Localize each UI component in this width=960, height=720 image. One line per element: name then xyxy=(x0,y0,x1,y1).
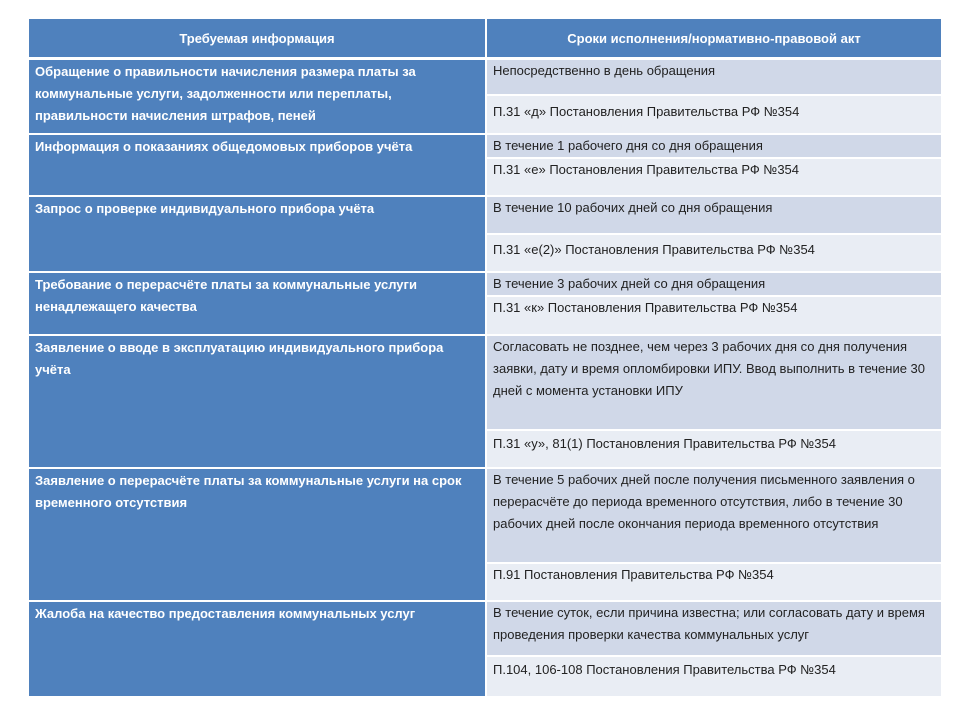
table-row xyxy=(28,134,942,158)
table-row xyxy=(28,335,942,430)
deadline-cell: Непосредственно в день обращения xyxy=(486,59,942,95)
request-cell: Заявление о вводе в эксплуатацию индивидуального прибора учёта xyxy=(28,335,486,468)
table-row xyxy=(28,59,942,95)
request-cell: Информация о показаниях общедомовых приборов учёта xyxy=(28,134,486,196)
act-cell: П.31 «у», 81(1) Постановления Правительства РФ №354 xyxy=(486,430,942,468)
act-cell: П.31 «е» Постановления Правительства РФ №354 xyxy=(486,158,942,196)
request-cell: Обращение о правильности начисления размера платы за коммунальные услуги, задолженности или переплаты, правильности начисления штрафов, пеней xyxy=(28,59,486,134)
request-cell: Запрос о проверке индивидуального прибора учёта xyxy=(28,196,486,272)
request-cell: Требование о перерасчёте платы за коммунальные услуги ненадлежащего качества xyxy=(28,272,486,335)
table-header-row xyxy=(28,18,942,59)
table-row xyxy=(28,196,942,234)
act-cell: П.91 Постановления Правительства РФ №354 xyxy=(486,563,942,601)
regulations-table xyxy=(27,17,943,698)
table-row xyxy=(28,601,942,656)
act-cell: П.31 «е(2)» Постановления Правительства РФ №354 xyxy=(486,234,942,272)
request-cell: Жалоба на качество предоставления коммунальных услуг xyxy=(28,601,486,697)
deadline-cell: Согласовать не позднее, чем через 3 рабочих дня со дня получения заявки, дату и время опломбировки ИПУ. Ввод выполнить в течение 30 дней с момента установки ИПУ xyxy=(486,335,942,430)
deadline-cell: В течение суток, если причина известна; или согласовать дату и время проведения проверки качества коммунальных услуг xyxy=(486,601,942,656)
act-cell: П.31 «к» Постановления Правительства РФ №354 xyxy=(486,296,942,335)
deadline-cell: В течение 3 рабочих дней со дня обращения xyxy=(486,272,942,296)
header-deadlines-act: Сроки исполнения/нормативно-правовой акт xyxy=(486,18,942,59)
deadline-cell: В течение 10 рабочих дней со дня обращения xyxy=(486,196,942,234)
header-required-info: Требуемая информация xyxy=(28,18,486,59)
table-row xyxy=(28,272,942,296)
table-row xyxy=(28,468,942,563)
regulations-table-container xyxy=(27,17,941,698)
request-cell: Заявление о перерасчёте платы за коммунальные услуги на срок временного отсутствия xyxy=(28,468,486,601)
act-cell: П.31 «д» Постановления Правительства РФ №354 xyxy=(486,95,942,134)
deadline-cell: В течение 5 рабочих дней после получения письменного заявления о перерасчёте до периода временного отсутствия, либо в течение 30 рабочих дней после окончания периода временного отсутствия xyxy=(486,468,942,563)
act-cell: П.104, 106-108 Постановления Правительства РФ №354 xyxy=(486,656,942,697)
deadline-cell: В течение 1 рабочего дня со дня обращения xyxy=(486,134,942,158)
